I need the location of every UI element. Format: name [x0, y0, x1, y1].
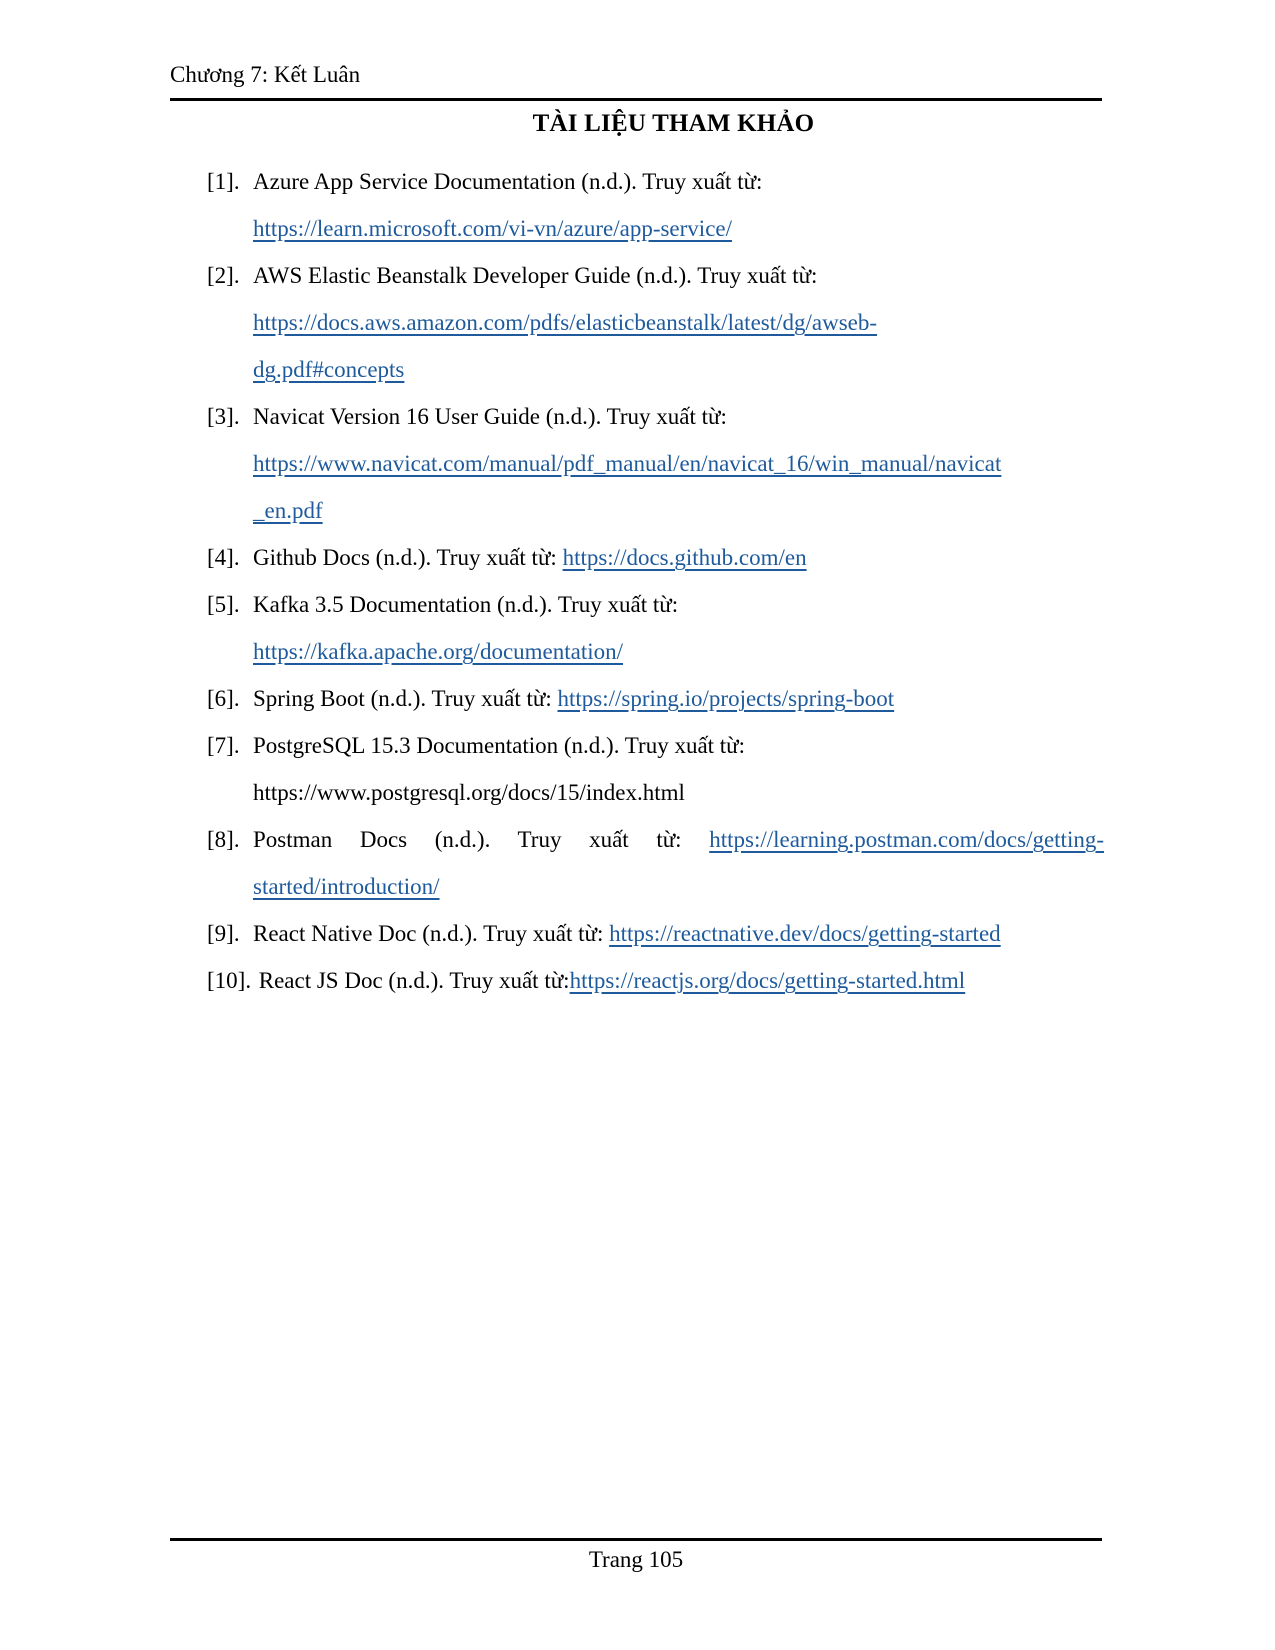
- reference-body: [253, 816, 1104, 910]
- reference-body: [253, 158, 1104, 252]
- reference-line: [253, 581, 1104, 628]
- reference-item: [207, 816, 1104, 910]
- reference-link[interactable]: started/introduction/: [253, 874, 440, 899]
- reference-number: [2].: [207, 263, 240, 288]
- reference-line: [253, 205, 1104, 252]
- reference-number: [6].: [207, 686, 240, 711]
- reference-line: [253, 957, 1104, 1004]
- reference-body: [253, 910, 1104, 957]
- reference-line: [253, 440, 1104, 487]
- reference-link[interactable]: https://learn.microsoft.com/vi-vn/azure/app-service/: [253, 216, 733, 241]
- reference-line: [253, 675, 1104, 722]
- reference-number: [3].: [207, 404, 240, 429]
- reference-line: [253, 816, 1104, 863]
- reference-url-text: https://www.postgresql.org/docs/15/index.html: [253, 780, 685, 805]
- reference-body: [253, 252, 1104, 393]
- reference-link[interactable]: https://kafka.apache.org/documentation/: [253, 639, 624, 664]
- reference-text: AWS Elastic Beanstalk Developer Guide (n.d.). Truy xuất từ:: [253, 263, 818, 288]
- reference-item: [207, 675, 1104, 722]
- reference-text: Postman Docs (n.d.). Truy xuất từ:: [253, 827, 710, 852]
- reference-item: [207, 910, 1104, 957]
- reference-item: [207, 722, 1104, 816]
- reference-link[interactable]: https://www.navicat.com/manual/pdf_manual/en/navicat_16/win_manual/navicat: [253, 451, 1002, 476]
- reference-line: [253, 910, 1104, 957]
- reference-list: [207, 158, 1104, 1004]
- reference-line: [253, 534, 1104, 581]
- running-header: Chương 7: Kết Luân: [170, 60, 1102, 101]
- page-title: TÀI LIỆU THAM KHẢO: [532, 110, 815, 137]
- reference-number: [5].: [207, 592, 240, 617]
- reference-link[interactable]: https://learning.postman.com/docs/getting-: [709, 827, 1104, 852]
- reference-number: [1].: [207, 169, 240, 194]
- reference-line: [253, 487, 1104, 534]
- reference-body: [253, 534, 1104, 581]
- reference-link[interactable]: dg.pdf#concepts: [253, 357, 405, 382]
- reference-line: [253, 346, 1104, 393]
- reference-text: React JS Doc (n.d.). Truy xuất từ:: [253, 968, 570, 993]
- reference-body: [253, 581, 1104, 675]
- reference-line: [253, 299, 1104, 346]
- reference-item: [207, 252, 1104, 393]
- reference-text: React Native Doc (n.d.). Truy xuất từ:: [253, 921, 610, 946]
- reference-text: Azure App Service Documentation (n.d.). Truy xuất từ:: [253, 169, 763, 194]
- page-number: Trang 105: [588, 1547, 684, 1572]
- reference-body: [253, 957, 1104, 1004]
- reference-text: Navicat Version 16 User Guide (n.d.). Truy xuất từ:: [253, 404, 727, 429]
- reference-body: [253, 675, 1104, 722]
- reference-line: [253, 769, 1104, 816]
- reference-link[interactable]: https://spring.io/projects/spring-boot: [557, 686, 895, 711]
- reference-link[interactable]: _en.pdf: [253, 498, 323, 523]
- reference-link[interactable]: https://docs.github.com/en: [562, 545, 807, 570]
- reference-link[interactable]: https://docs.aws.amazon.com/pdfs/elasticbeanstalk/latest/dg/awseb-: [253, 310, 878, 335]
- reference-item: [207, 581, 1104, 675]
- reference-text: Github Docs (n.d.). Truy xuất từ:: [253, 545, 563, 570]
- reference-link[interactable]: https://reactjs.org/docs/getting-started.html: [569, 968, 966, 993]
- reference-item: [207, 393, 1104, 534]
- reference-line: [253, 158, 1104, 205]
- reference-item: [207, 957, 1104, 1004]
- reference-number: [7].: [207, 733, 240, 758]
- reference-line: [253, 628, 1104, 675]
- reference-line: [253, 393, 1104, 440]
- reference-link[interactable]: https://reactnative.dev/docs/getting-started: [609, 921, 1001, 946]
- reference-number: [10].: [207, 968, 252, 993]
- reference-number: [9].: [207, 921, 240, 946]
- reference-item: [207, 534, 1104, 581]
- reference-line: [253, 863, 1104, 910]
- page-footer: [170, 1538, 1102, 1573]
- reference-body: [253, 393, 1104, 534]
- reference-number: [4].: [207, 545, 240, 570]
- reference-body: [253, 722, 1104, 816]
- reference-text: PostgreSQL 15.3 Documentation (n.d.). Truy xuất từ:: [253, 733, 746, 758]
- reference-line: [253, 722, 1104, 769]
- reference-item: [207, 158, 1104, 252]
- reference-text: Spring Boot (n.d.). Truy xuất từ:: [253, 686, 558, 711]
- reference-number: [8].: [207, 827, 240, 852]
- reference-text: Kafka 3.5 Documentation (n.d.). Truy xuất từ:: [253, 592, 679, 617]
- reference-line: [253, 252, 1104, 299]
